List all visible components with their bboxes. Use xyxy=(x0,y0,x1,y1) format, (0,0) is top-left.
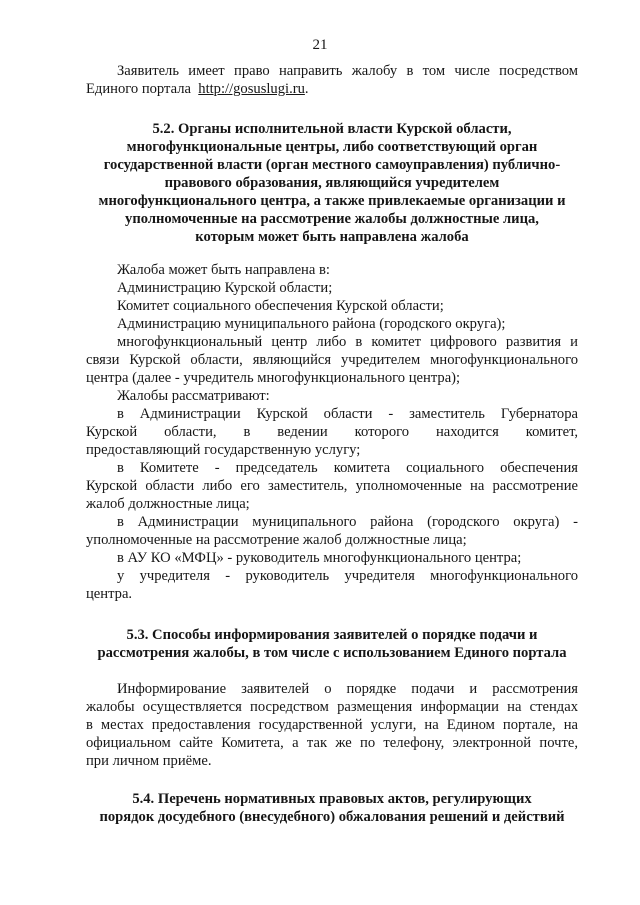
heading-line: порядок досудебного (внесудебного) обжалования решений и действий xyxy=(99,809,565,825)
heading-line: правового образования, являющийся учредителем xyxy=(164,175,500,191)
intro-line-2-suffix: . xyxy=(304,81,309,97)
body-line: Администрацию муниципального района (городского округа); xyxy=(117,316,506,332)
body-line: жалобы осуществляется посредством размещения информации на стендах xyxy=(86,699,578,715)
body-line: в АУ КО «МФЦ» - руководитель многофункционального центра; xyxy=(117,550,522,566)
body-line: Жалоба может быть направлена в: xyxy=(117,262,330,278)
body-line: в Администрации Курской области - заместитель Губернатора xyxy=(117,406,578,422)
body-line: Жалобы рассматривают: xyxy=(117,388,270,404)
body-line: многофункциональный центр либо в комитет цифрового развития и xyxy=(117,334,578,350)
body-line: предоставляющий государственную услугу; xyxy=(86,442,361,458)
body-line: Комитет социального обеспечения Курской области; xyxy=(117,298,444,314)
body-line: Курской области, в ведении которого находится комитет, xyxy=(86,424,578,440)
section-5-3-body xyxy=(86,680,578,770)
body-line: Курской области либо его заместитель, уполномоченные на рассмотрение xyxy=(86,478,578,494)
heading-line: 5.4. Перечень нормативных правовых актов, регулирующих xyxy=(132,791,532,807)
section-5-2-heading xyxy=(86,120,578,246)
body-line: центра (далее - учредитель многофункционального центра); xyxy=(86,370,461,386)
intro-line-2-prefix: Единого портала xyxy=(86,81,199,97)
intro-line-1: Заявитель имеет право направить жалобу в том числе посредством xyxy=(117,63,578,79)
body-line: жалоб должностные лица; xyxy=(86,496,250,512)
heading-line: многофункциональные центры, либо соответствующий орган xyxy=(126,139,538,155)
heading-line: государственной власти (орган местного самоуправления) публично- xyxy=(103,157,561,173)
body-line: уполномоченные на рассмотрение жалоб должностные лица; xyxy=(86,532,467,548)
heading-line: рассмотрения жалобы, в том числе с использованием Единого портала xyxy=(97,645,567,661)
gosuslugi-link[interactable]: http://gosuslugi.ru xyxy=(198,81,305,97)
heading-line: 5.2. Органы исполнительной власти Курской области, xyxy=(152,121,512,137)
body-line: в Комитете - председатель комитета социального обеспечения xyxy=(117,460,578,476)
heading-line: уполномоченные на рассмотрение жалобы должностные лица, xyxy=(125,211,539,227)
body-line: официальном сайте Комитета, а так же по телефону, электронной почте, xyxy=(86,735,578,751)
body-line: центра. xyxy=(86,586,133,602)
section-5-2-body xyxy=(86,261,578,603)
body-line: в местах предоставления государственной услуги, на Едином портале, на xyxy=(86,717,578,733)
body-line: в Администрации муниципального района (городского округа) - xyxy=(117,514,578,530)
intro-line-2 xyxy=(86,80,578,98)
body-line: связи Курской области, являющийся учредителем многофункционального xyxy=(86,352,578,368)
heading-line: которым может быть направлена жалоба xyxy=(195,229,469,245)
heading-line: многофункционального центра, а также привлекаемые организации и xyxy=(98,193,566,209)
body-line: у учредителя - руководитель учредителя многофункционального xyxy=(117,568,578,584)
intro-paragraph xyxy=(86,62,578,98)
body-line: Администрацию Курской области; xyxy=(117,280,333,296)
section-5-3-heading xyxy=(86,626,578,662)
body-line: при личном приёме. xyxy=(86,753,212,769)
section-5-4-heading xyxy=(86,790,578,826)
page-number: 21 xyxy=(312,37,328,53)
heading-line: 5.3. Способы информирования заявителей о порядке подачи и xyxy=(126,627,538,643)
body-line: Информирование заявителей о порядке подачи и рассмотрения xyxy=(117,681,578,697)
